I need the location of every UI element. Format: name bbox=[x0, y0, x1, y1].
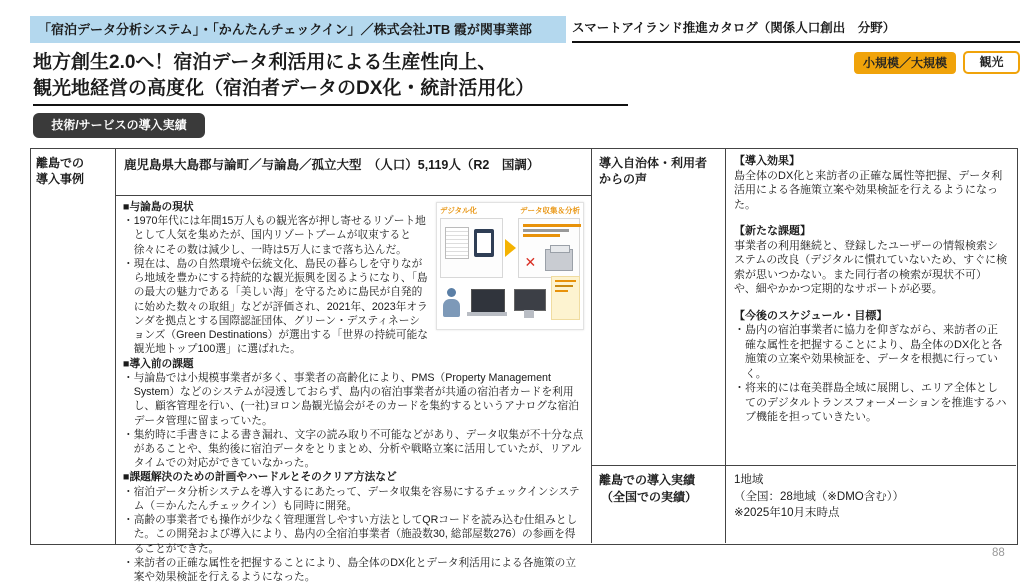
text-line: ・宿泊データ分析システムを導入するにあたって、データ収集を容易にするチェックインシステム（＝かんたんチェックイン）も同時に開発。 bbox=[123, 485, 580, 512]
row-label-case-study bbox=[31, 149, 116, 544]
text-line: ・将来的には奄美群島全域に展開し、エリア全体としてのデジタルトランスフォーメーションを推進するハブ機能を担っていきたい。 bbox=[734, 382, 1007, 424]
text-line: 離島での導入実績 bbox=[599, 473, 696, 487]
arrow-right-icon bbox=[505, 239, 516, 257]
text-line: ・現在は、島の自然環境や伝統文化、島民の暮らしを守りながら地域を豊かにする持続的な観光振興を図るようになり、「島の最大の魅力である「美しい海」を守るために島民が自発的に始めた数々の取組」などが評価され、2021年、2023年オランダを拠点とする国際認証団体、グリーン・デスティネーションズ（Green Destinations）が選出する「世界の持続可能な観光地トップ100選」に選ばれた。 bbox=[123, 257, 428, 356]
text-line: からの声 bbox=[599, 172, 648, 187]
text-line: ・1970年代には年間15万人もの観光客が押し寄せるリゾート地として人気を集めたが、国内リゾートブームが収束すると徐々にその数は減少し、一時は5万人にまで落ち込んだ。 bbox=[123, 215, 426, 256]
figure-label-digitalization: デジタル化 bbox=[440, 206, 478, 215]
text-line: ・島内の宿泊事業者に協力を仰ぎながら、来訪者の正確な属性を把握することにより、島全体のDX化と各施策の立案や効果検証を、データを根拠に行っていく。 bbox=[734, 324, 1003, 380]
data-collection-panel bbox=[518, 218, 581, 278]
paper-form-icon bbox=[445, 227, 469, 259]
text-lines-placeholder bbox=[523, 224, 581, 239]
clipboard-icon bbox=[474, 229, 494, 257]
page-title bbox=[33, 50, 628, 106]
text-line: 【今後のスケジュール・目標】 bbox=[734, 309, 888, 322]
figure-label-data-analysis: データ収集＆分析 bbox=[520, 206, 580, 215]
text-line: （全国での実績） bbox=[601, 489, 698, 504]
scale-badge: 小規模／大規模 bbox=[854, 52, 956, 74]
text-line: 導入自治体・利用者 bbox=[599, 156, 708, 170]
printer-icon bbox=[545, 249, 573, 271]
text-line: 導入事例 bbox=[36, 172, 85, 187]
row-label-voices bbox=[591, 149, 726, 465]
text-line: ・来訪者の正確な属性を把握することにより、島全体のDX化とデータ利活用による各施策の立案や効果検証を行えるようになった。 bbox=[123, 556, 577, 584]
voices-body-text bbox=[726, 149, 1016, 465]
page-title-line2: 観光地経営の高度化（宿泊者データのDX化・統計活用化） bbox=[33, 77, 535, 99]
text-line: 1地域 bbox=[734, 474, 764, 486]
text-line: ※2025年10月末時点 bbox=[734, 507, 840, 520]
page-number: 88 bbox=[992, 547, 1005, 559]
figure-header bbox=[440, 206, 580, 216]
case-municipality-header: 鹿児島県大島郡与論町／与論島／孤立大型 （人口）5,119人（R2 国調） bbox=[116, 149, 591, 196]
text-line: ■与論島の現状 bbox=[123, 201, 194, 213]
note-box bbox=[551, 276, 580, 320]
figure-panels bbox=[440, 218, 580, 278]
analog-form-panel bbox=[440, 218, 503, 278]
catalog-name-header: スマートアイランド推進カタログ（関係人口創出 分野） bbox=[572, 16, 1020, 43]
text-line: ■導入前の課題 bbox=[123, 357, 194, 370]
text-line: 【導入効果】 bbox=[734, 155, 800, 167]
category-badge: 観光 bbox=[963, 51, 1020, 74]
page-title-line1: 地方創生2.0へ！宿泊データ利活用による生産性向上、 bbox=[33, 52, 497, 73]
text-line: ■課題解決のための計画やハードルとそのクリア方法など bbox=[123, 471, 397, 484]
product-diagram-image bbox=[436, 202, 584, 330]
text-line: （全国：28地域（※DMO含む）） bbox=[734, 490, 905, 503]
figure-footer bbox=[440, 282, 580, 320]
row-label-results bbox=[591, 465, 726, 543]
product-name-header: 「宿泊データ分析システム」・「かんたんチェックイン」／株式会社JTB 霞が関事業部 bbox=[30, 16, 566, 43]
case-body-cell bbox=[116, 196, 591, 584]
section-tag-badge: 技術/サービスの導入実績 bbox=[33, 113, 205, 138]
results-body-text bbox=[726, 465, 1016, 543]
text-line: ・与論島では小規模事業者が多く、事業者の高齢化により、PMS（Property Management System）などのシステムが浸透しておらず、島内の宿泊事業者が共通の宿泊者カードを利用し、顧客管理を行い、(一社)ヨロン島観光協会がそのカードを集約するというアナログな宿泊データ管理に留まっていた。 bbox=[123, 371, 579, 427]
monitor-icon bbox=[512, 286, 546, 320]
laptop-icon bbox=[467, 286, 507, 320]
text-line: 島全体のDX化と来訪者の正確な属性等把握、データ利活用による各施策立案や効果検証を行えるようになった。 bbox=[734, 169, 1003, 211]
text-line: 離島での bbox=[36, 156, 85, 170]
cross-icon: ✕ bbox=[524, 253, 537, 270]
text-line: ・集約時に手書きによる書き漏れ、文字の読み取り不可能などがあり、データ収集が不十分な点があることや、集約後に宿泊データをとりまとめ、分析や戦略立案に活用していたが、リアルタイムでの対応ができていなかった。 bbox=[123, 428, 584, 470]
text-line: ・高齢の事業者でも操作が少なく管理運営しやすい方法としてQRコードを読み込む仕組みとした。この開発および導入により、島内の全宿泊事業者（施設数30, 総部屋数276）の参画を得ることができた。 bbox=[123, 514, 578, 555]
person-icon bbox=[440, 286, 462, 320]
text-line: 【新たな課題】 bbox=[734, 225, 811, 238]
text-line: 事業者の利用継続と、登録したユーザーの情報検索システムの改良（デジタルに慣れていないため、すぐに検索が思いつかない。また同行者の検索が現状不可）や、細やかかつ定期的なサポートが必要。 bbox=[734, 239, 1008, 296]
